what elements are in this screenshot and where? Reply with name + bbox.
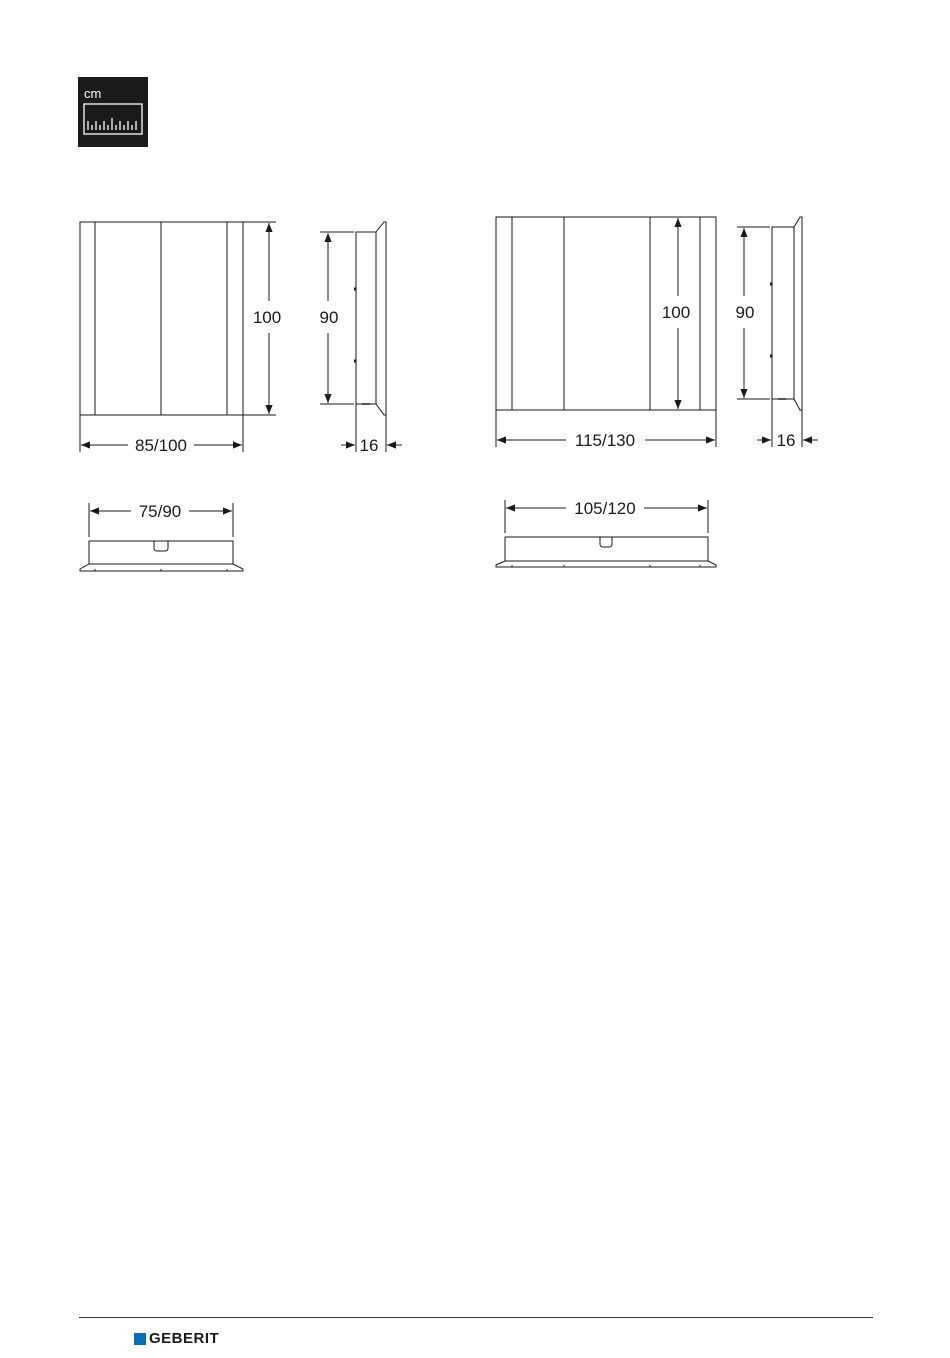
small-front-height-label: 100 bbox=[252, 308, 282, 327]
brand-name: GEBERIT bbox=[149, 1330, 220, 1347]
unit-label: cm bbox=[84, 86, 102, 101]
large-front-width-label: 115/130 bbox=[574, 431, 636, 450]
small-side-height-label: 90 bbox=[319, 308, 339, 327]
large-top-width-label: 105/120 bbox=[574, 499, 636, 518]
small-front-width-label: 85/100 bbox=[135, 436, 187, 455]
unit-badge bbox=[78, 77, 148, 147]
large-side-height-label: 90 bbox=[735, 303, 755, 322]
small-top-width-label: 75/90 bbox=[138, 502, 182, 521]
brand-square-icon bbox=[134, 1333, 146, 1345]
large-top-view bbox=[496, 537, 716, 567]
small-cabinet bbox=[80, 222, 402, 571]
large-side-depth-label: 16 bbox=[776, 431, 796, 450]
small-side-view bbox=[354, 222, 386, 415]
small-side-depth-label: 16 bbox=[359, 436, 379, 455]
large-cabinet bbox=[496, 217, 818, 567]
large-side-view bbox=[770, 217, 802, 410]
small-front-view bbox=[80, 222, 243, 415]
small-top-view bbox=[80, 541, 243, 571]
large-front-height-label: 100 bbox=[661, 303, 691, 322]
footer-divider bbox=[79, 1317, 873, 1318]
brand-logo bbox=[134, 1331, 219, 1347]
